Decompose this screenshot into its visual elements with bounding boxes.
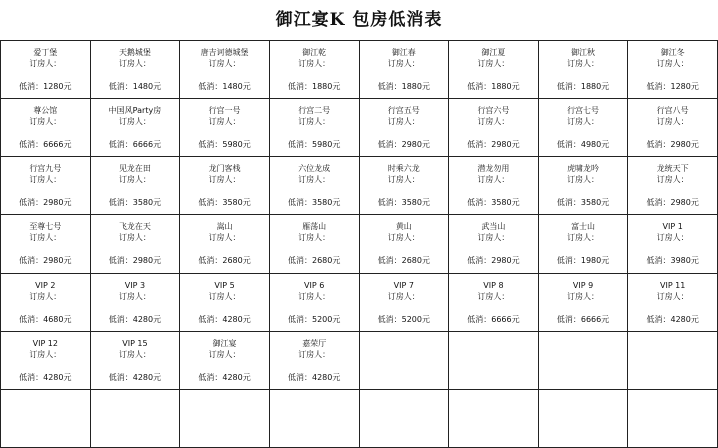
min-spend: 低消：1880元 [467,82,520,91]
min-spend: 低消：2980元 [467,140,520,150]
room-cell [1,41,91,99]
empty-cell [449,390,539,448]
room-name: 黄山 [395,222,412,232]
room-cell [539,99,629,157]
room-name: VIP 12 [32,338,58,348]
booker-label: 订房人： [118,291,151,301]
room-cell [539,215,629,273]
booker-label: 订房人： [118,233,151,243]
room-name: 龙统天下 [656,164,689,174]
min-spend: 低消：4980元 [556,140,610,150]
room-name: 爱丁堡 [33,48,58,57]
room-cell [180,157,270,215]
room-name: VIP 2 [35,280,56,290]
room-name: VIP 8 [483,280,504,290]
booker-label: 订房人： [387,117,420,127]
room-name: VIP 6 [304,280,325,290]
min-spend: 低消：1480元 [108,82,162,91]
room-table [0,40,718,448]
room-cell [539,274,629,332]
empty-cell [628,390,718,448]
empty-cell [539,390,629,448]
booker-label: 订房人： [29,233,62,243]
min-spend: 低消：3580元 [377,198,430,208]
room-name: VIP 9 [572,280,594,290]
min-spend: 低消：4280元 [288,372,341,382]
room-cell [180,215,270,273]
booker-label: 订房人： [387,59,420,68]
booker-label: 订房人： [118,175,151,185]
room-cell [628,274,718,332]
booker-label: 订房人： [208,59,241,68]
room-cell [360,274,450,332]
min-spend: 低消：1480元 [198,82,251,91]
empty-cell [270,390,360,448]
booker-label: 订房人： [387,291,420,301]
room-cell [449,215,539,273]
booker-label: 订房人： [29,59,62,68]
room-cell [1,332,91,390]
min-spend: 低消：5200元 [377,314,430,324]
room-cell [449,157,539,215]
booker-label: 订房人： [567,117,600,127]
room-cell [270,332,360,390]
room-name: 嵩山 [216,222,233,232]
room-cell [1,157,91,215]
min-spend: 低消：1880元 [377,82,430,91]
empty-cell [449,332,539,390]
room-name: 御江乾 [302,48,327,57]
booker-label: 订房人： [118,59,151,68]
min-spend: 低消：4680元 [19,314,72,324]
booker-label: 订房人： [477,59,510,68]
room-name: 见龙在田 [118,164,151,174]
room-name: VIP 5 [214,280,235,290]
booker-label: 订房人： [118,117,151,127]
booker-label: 订房人： [477,175,510,185]
booker-label: 订房人： [656,117,689,127]
min-spend: 低消：6666元 [19,140,72,150]
booker-label: 订房人： [298,175,331,185]
room-cell [91,41,181,99]
room-name: 行宫六号 [477,106,510,116]
room-cell [360,157,450,215]
room-cell [180,332,270,390]
room-cell [539,41,629,99]
booker-label: 订房人： [298,349,331,359]
min-spend: 低消：3580元 [108,198,162,208]
room-name: 御江宴 [212,338,237,348]
min-spend: 低消：4280元 [19,372,72,382]
empty-cell [91,390,181,448]
empty-cell [180,390,270,448]
booker-label: 订房人： [29,175,62,185]
min-spend: 低消：2680元 [288,256,341,266]
room-name: 潜龙勿用 [477,164,510,174]
empty-cell [1,390,91,448]
room-cell [628,157,718,215]
min-spend: 低消：4280元 [198,372,251,382]
empty-cell [360,332,450,390]
room-cell [180,99,270,157]
room-cell [360,215,450,273]
room-cell [270,99,360,157]
room-cell [270,274,360,332]
empty-cell [628,332,718,390]
booker-label: 订房人： [387,233,420,243]
min-spend: 低消：6666元 [108,140,162,150]
room-cell [1,274,91,332]
booker-label: 订房人： [656,175,689,185]
booker-label: 订房人： [298,291,331,301]
min-spend: 低消：1980元 [556,256,610,266]
booker-label: 订房人： [29,291,62,301]
booker-label: 订房人： [208,233,241,243]
room-name: 至尊七号 [29,222,62,232]
room-cell [539,157,629,215]
min-spend: 低消：5200元 [288,314,341,324]
min-spend: 低消：1880元 [288,82,341,91]
room-name: 富士山 [571,222,596,232]
min-spend: 低消：1880元 [556,82,610,91]
min-spend: 低消：2980元 [108,256,162,266]
room-name: VIP 1 [662,222,683,232]
min-spend: 低消：2980元 [646,198,699,208]
room-name: 行宫一号 [208,106,241,116]
room-name: 时乘六龙 [387,164,420,174]
room-cell [360,99,450,157]
min-spend: 低消：6666元 [467,314,520,324]
room-cell [91,215,181,273]
booker-label: 订房人： [567,291,600,301]
min-spend: 低消：3580元 [198,198,251,208]
booker-label: 订房人： [298,233,331,243]
room-cell [180,274,270,332]
room-name: 飞龙在天 [118,222,151,232]
booker-label: 订房人： [298,117,331,127]
room-name: 尊公馆 [33,106,58,116]
booker-label: 订房人： [29,117,62,127]
min-spend: 低消：2680元 [198,256,251,266]
empty-cell [539,332,629,390]
min-spend: 低消：3580元 [556,198,610,208]
room-cell [91,99,181,157]
room-cell [628,41,718,99]
min-spend: 低消：5980元 [198,140,251,150]
booker-label: 订房人： [298,59,331,68]
booker-label: 订房人： [208,349,241,359]
room-cell [180,41,270,99]
min-spend: 低消：5980元 [288,140,341,150]
min-spend: 低消：3580元 [467,198,520,208]
room-name: 六位龙成 [298,164,331,174]
room-cell [270,157,360,215]
min-spend: 低消：2680元 [377,256,430,266]
room-name: 行宫二号 [298,106,331,116]
room-name: 行宫五号 [387,106,420,116]
room-name: 龙门客栈 [208,164,241,174]
room-cell [449,274,539,332]
booker-label: 订房人： [118,349,151,359]
room-name: 御江秋 [571,48,596,57]
room-cell [1,99,91,157]
room-name: VIP 7 [393,280,414,290]
booker-label: 订房人： [656,291,689,301]
booker-label: 订房人： [208,291,241,301]
room-name: VIP 11 [659,280,686,290]
min-spend: 低消：4280元 [108,314,162,324]
room-cell [270,215,360,273]
room-name: 御江春 [391,48,416,57]
room-name: 行宫八号 [656,106,689,116]
min-spend: 低消：2980元 [646,140,699,150]
empty-cell [360,390,450,448]
room-cell [449,41,539,99]
room-name: VIP 15 [122,338,148,348]
room-cell [91,274,181,332]
booker-label: 订房人： [208,175,241,185]
room-cell [91,332,181,390]
min-spend: 低消：3980元 [646,256,699,266]
min-spend: 低消：4280元 [198,314,251,324]
room-cell [449,99,539,157]
room-name: 御江冬 [660,48,685,57]
booker-label: 订房人： [656,233,689,243]
room-name: 行宫七号 [567,106,600,116]
room-name: 武当山 [481,222,506,232]
min-spend: 低消：4280元 [646,314,699,324]
booker-label: 订房人： [567,233,600,243]
min-spend: 低消：1280元 [19,82,72,91]
room-name: 御江夏 [481,48,506,57]
room-name: 嘉荣厅 [302,338,327,348]
room-cell [360,41,450,99]
min-spend: 低消：2980元 [19,256,72,266]
room-name: 行宫九号 [29,164,62,174]
room-name: 雁荡山 [302,222,327,232]
min-spend: 低消：3580元 [288,198,341,208]
room-name: 天鹅城堡 [118,48,151,57]
min-spend: 低消：4280元 [108,372,162,382]
booker-label: 订房人： [477,291,510,301]
room-cell [91,157,181,215]
room-name: VIP 3 [124,280,146,290]
min-spend: 低消：2980元 [467,256,520,266]
room-name: 中国风Party房 [108,106,162,116]
min-spend: 低消：2980元 [377,140,430,150]
booker-label: 订房人： [477,233,510,243]
booker-label: 订房人： [567,175,600,185]
min-spend: 低消：6666元 [556,314,610,324]
room-cell [1,215,91,273]
room-cell [628,99,718,157]
booker-label: 订房人： [567,59,600,68]
booker-label: 订房人： [477,117,510,127]
booker-label: 订房人： [387,175,420,185]
min-spend: 低消：2980元 [19,198,72,208]
min-spend: 低消：1280元 [646,82,699,91]
room-cell [628,215,718,273]
booker-label: 订房人： [656,59,689,68]
room-cell [270,41,360,99]
page-title: 御江宴K 包房低消表 [275,10,443,30]
booker-label: 订房人： [208,117,241,127]
room-name: 唐吉诃德城堡 [200,48,249,57]
booker-label: 订房人： [29,349,62,359]
room-name: 虎啸龙吟 [567,164,600,174]
